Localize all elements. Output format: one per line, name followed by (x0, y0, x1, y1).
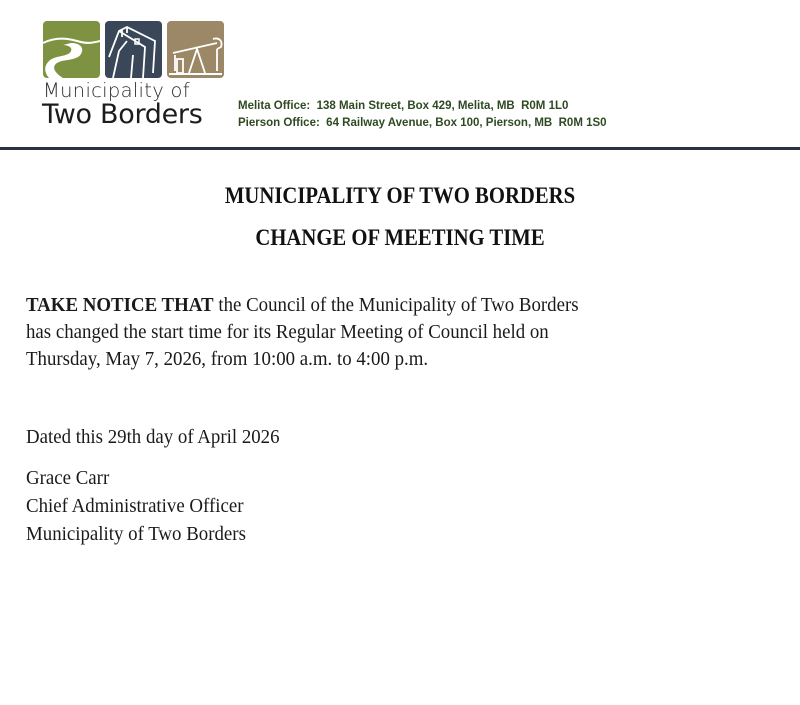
letterhead (0, 0, 800, 150)
notice-subtitle: CHANGE OF MEETING TIME (255, 225, 545, 250)
notice-body-line-3: Thursday, May 7, 2026, from 10:00 a.m. to 4:00 p.m. (26, 348, 429, 370)
header-divider (0, 147, 800, 150)
oil-pumpjack-icon (167, 21, 224, 78)
pierson-office-address: Pierson Office: 64 Railway Avenue, Box 100, Pierson, MB R0M 1S0 (238, 117, 607, 129)
river-landscape-icon (43, 21, 100, 78)
melita-office-address: Melita Office: 138 Main Street, Box 429, Melita, MB R0M 1L0 (238, 100, 569, 112)
logo-text-two-borders: Two Borders (42, 99, 203, 130)
signatory-title: Chief Administrative Officer (26, 495, 244, 517)
notice-title: MUNICIPALITY OF TWO BORDERS (224, 183, 576, 208)
signature-block (26, 464, 246, 548)
office-addresses (238, 98, 607, 132)
municipality-logo (43, 21, 227, 129)
logo-tiles (43, 21, 227, 78)
logo-text-municipality-of: Municipality of (43, 79, 190, 102)
notice-body-line-2: has changed the start time for its Regular Meeting of Council held on (26, 321, 549, 343)
dated-line: Dated this 29th day of April 2026 (26, 426, 280, 448)
signatory-name: Grace Carr (26, 467, 110, 489)
notice-body-line-1 (26, 292, 725, 319)
signatory-organization: Municipality of Two Borders (26, 523, 246, 545)
take-notice-lead: TAKE NOTICE THAT (26, 294, 214, 316)
notice-body (26, 292, 725, 373)
grain-elevator-icon (105, 21, 162, 78)
notice-body-line-1-rest: the Council of the Municipality of Two Borders (213, 294, 579, 316)
